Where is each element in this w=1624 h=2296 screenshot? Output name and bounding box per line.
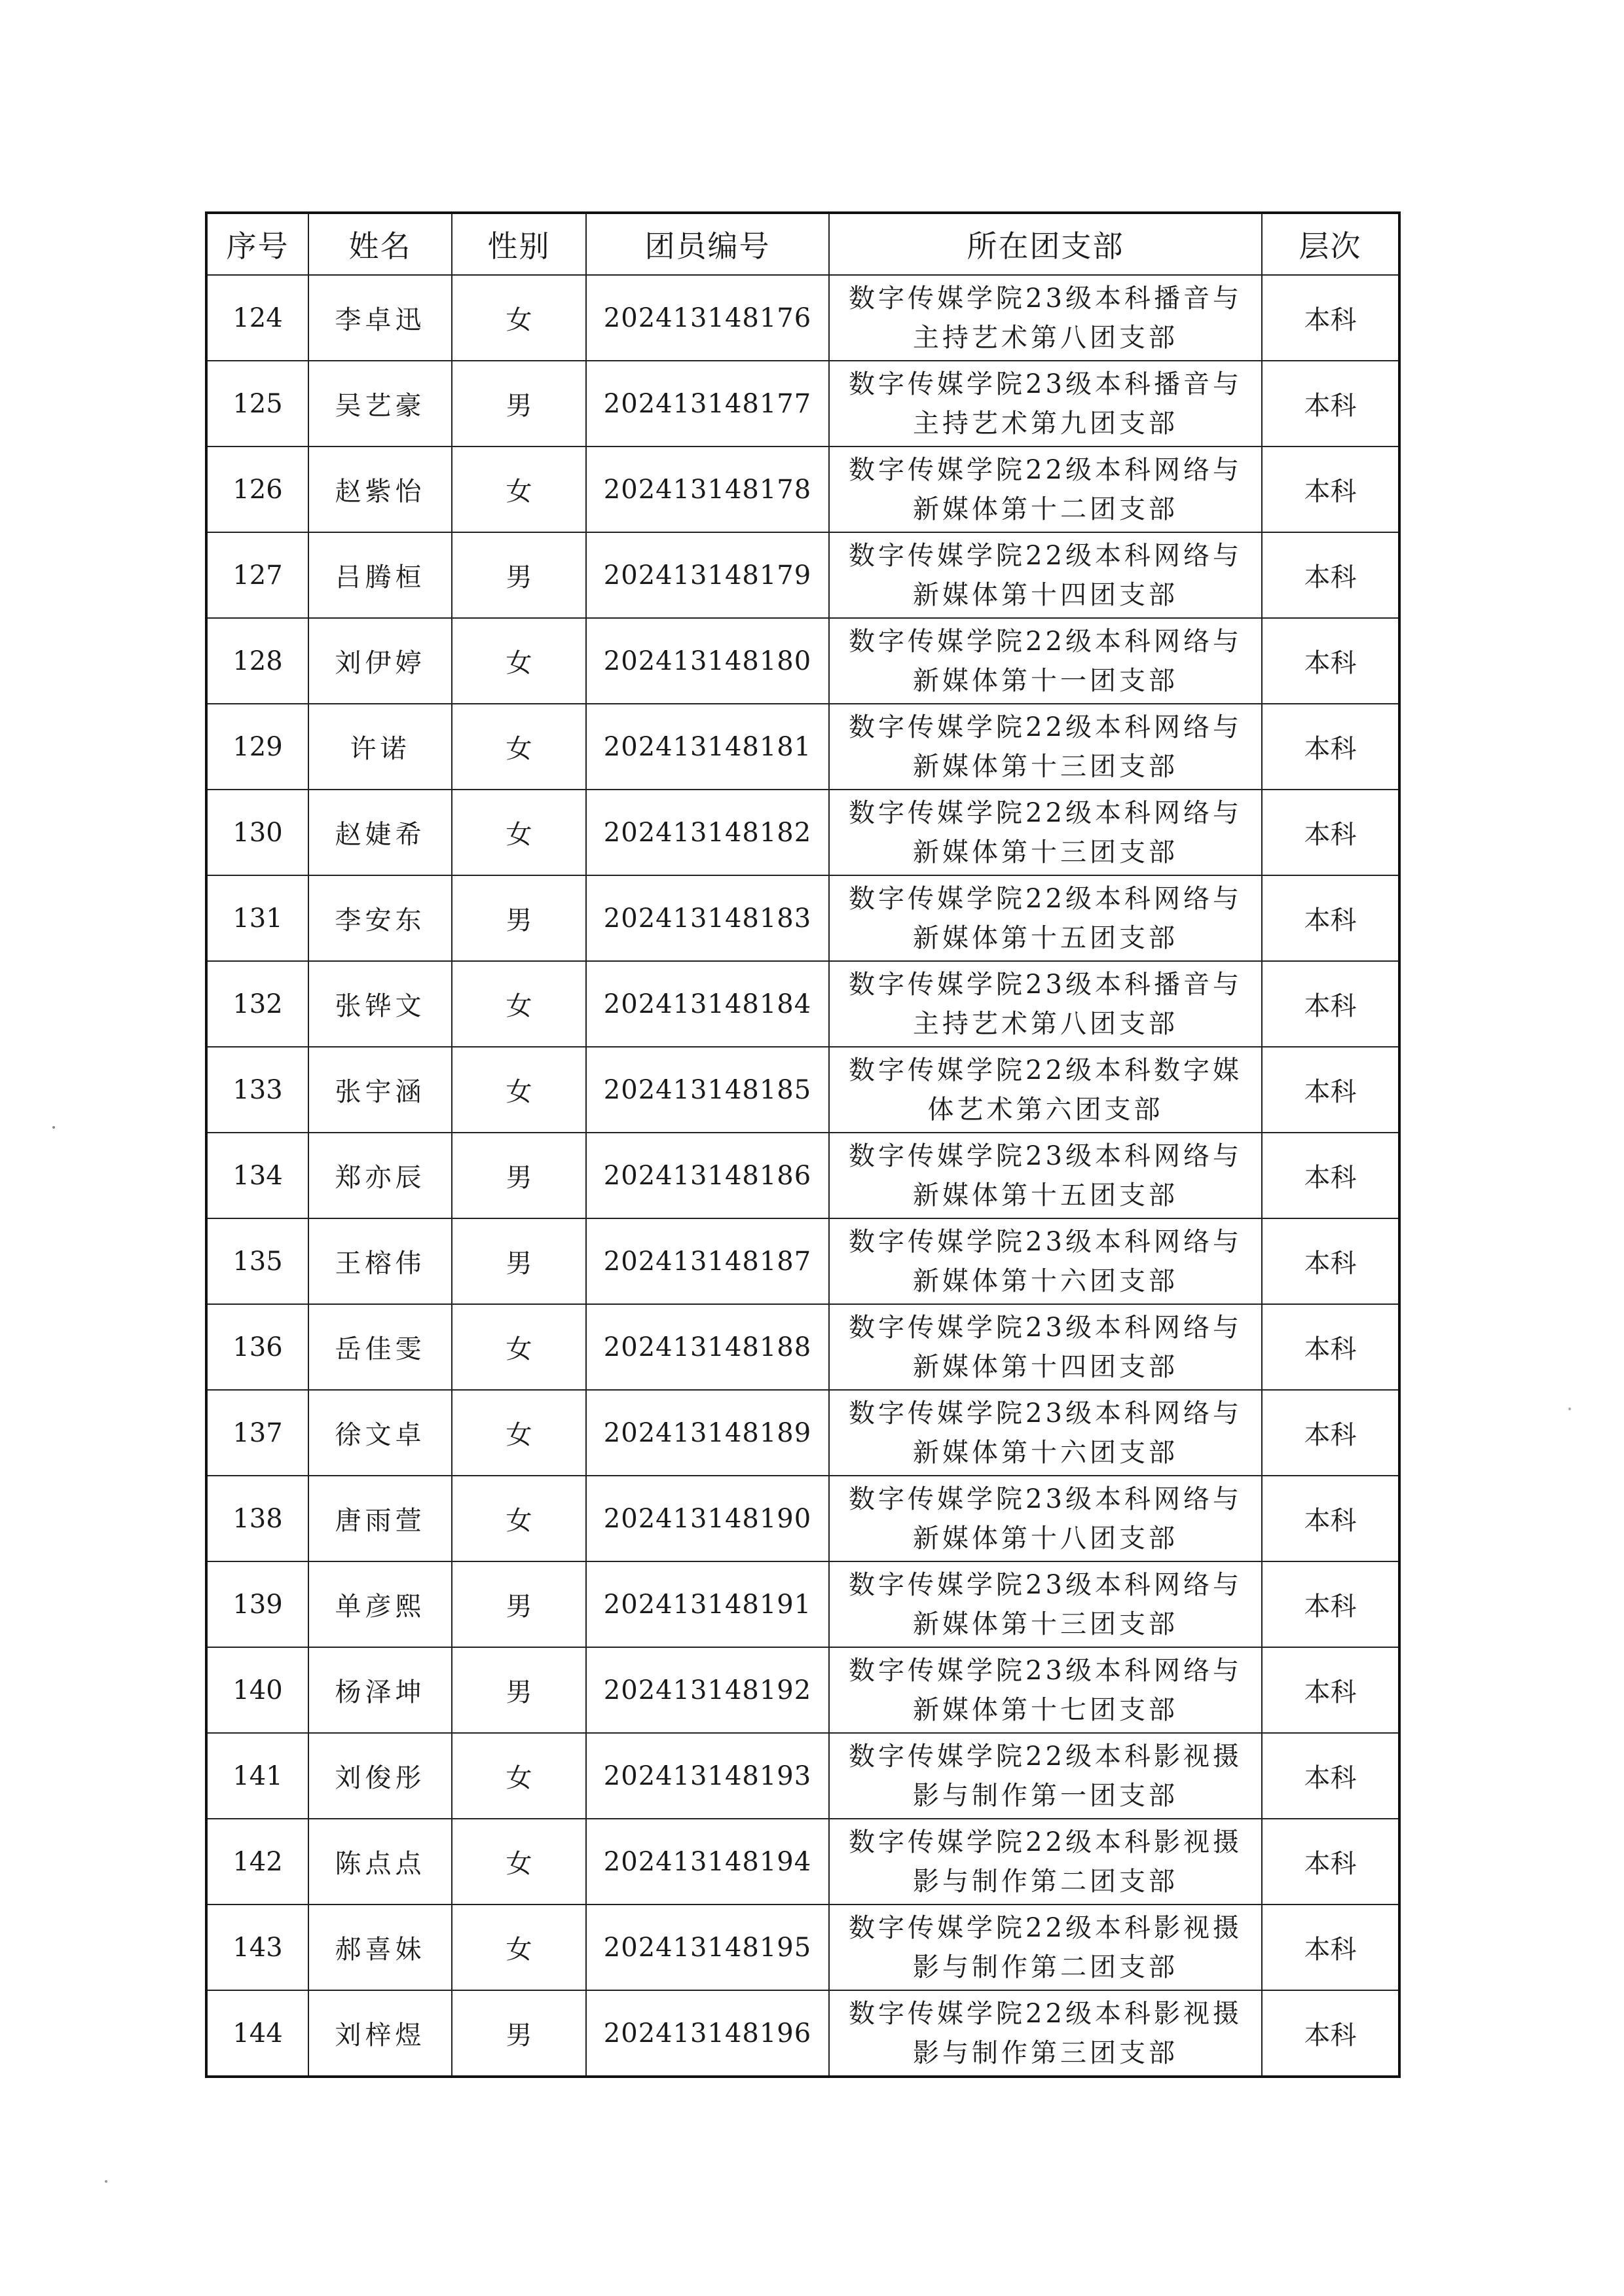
cell-branch: 数字传媒学院22级本科影视摄影与制作第三团支部 <box>829 1990 1262 2077</box>
cell-member-id: 202413148191 <box>586 1561 829 1647</box>
cell-name: 岳佳雯 <box>308 1304 452 1390</box>
cell-branch: 数字传媒学院22级本科网络与新媒体第十二团支部 <box>829 446 1262 532</box>
cell-name: 郑亦辰 <box>308 1133 452 1218</box>
cell-no: 144 <box>206 1990 308 2077</box>
cell-gender: 女 <box>452 1733 586 1819</box>
cell-no: 137 <box>206 1390 308 1476</box>
cell-no: 133 <box>206 1047 308 1133</box>
cell-name: 刘俊彤 <box>308 1733 452 1819</box>
cell-branch: 数字传媒学院23级本科播音与主持艺术第九团支部 <box>829 361 1262 446</box>
cell-member-id: 202413148193 <box>586 1733 829 1819</box>
cell-member-id: 202413148178 <box>586 446 829 532</box>
cell-no: 128 <box>206 618 308 704</box>
table-row <box>206 1561 1399 1647</box>
cell-level: 本科 <box>1262 1304 1399 1390</box>
cell-member-id: 202413148189 <box>586 1390 829 1476</box>
cell-no: 130 <box>206 790 308 875</box>
cell-branch: 数字传媒学院23级本科网络与新媒体第十四团支部 <box>829 1304 1262 1390</box>
cell-member-id: 202413148181 <box>586 704 829 790</box>
cell-name: 吕腾桓 <box>308 532 452 618</box>
cell-branch: 数字传媒学院23级本科网络与新媒体第十七团支部 <box>829 1647 1262 1733</box>
cell-branch: 数字传媒学院22级本科数字媒体艺术第六团支部 <box>829 1047 1262 1133</box>
cell-level: 本科 <box>1262 1390 1399 1476</box>
cell-gender: 女 <box>452 790 586 875</box>
table-row <box>206 1304 1399 1390</box>
cell-name: 徐文卓 <box>308 1390 452 1476</box>
cell-branch: 数字传媒学院22级本科网络与新媒体第十四团支部 <box>829 532 1262 618</box>
scan-speck <box>52 1126 55 1129</box>
cell-level: 本科 <box>1262 961 1399 1047</box>
cell-name: 陈点点 <box>308 1819 452 1904</box>
cell-gender: 女 <box>452 275 586 361</box>
table-row <box>206 1133 1399 1218</box>
cell-branch: 数字传媒学院22级本科影视摄影与制作第一团支部 <box>829 1733 1262 1819</box>
cell-member-id: 202413148187 <box>586 1218 829 1304</box>
cell-level: 本科 <box>1262 1733 1399 1819</box>
table-row <box>206 532 1399 618</box>
table-row <box>206 618 1399 704</box>
table-row <box>206 875 1399 961</box>
cell-no: 134 <box>206 1133 308 1218</box>
cell-name: 刘伊婷 <box>308 618 452 704</box>
cell-level: 本科 <box>1262 790 1399 875</box>
cell-level: 本科 <box>1262 1819 1399 1904</box>
cell-branch: 数字传媒学院23级本科播音与主持艺术第八团支部 <box>829 961 1262 1047</box>
cell-member-id: 202413148176 <box>586 275 829 361</box>
cell-member-id: 202413148179 <box>586 532 829 618</box>
cell-gender: 男 <box>452 1218 586 1304</box>
cell-level: 本科 <box>1262 532 1399 618</box>
cell-name: 赵紫怡 <box>308 446 452 532</box>
cell-no: 139 <box>206 1561 308 1647</box>
cell-branch: 数字传媒学院22级本科网络与新媒体第十三团支部 <box>829 704 1262 790</box>
table-row <box>206 275 1399 361</box>
cell-branch: 数字传媒学院23级本科网络与新媒体第十六团支部 <box>829 1390 1262 1476</box>
table-row <box>206 1904 1399 1990</box>
table-row <box>206 1390 1399 1476</box>
cell-branch: 数字传媒学院22级本科影视摄影与制作第二团支部 <box>829 1819 1262 1904</box>
cell-level: 本科 <box>1262 1047 1399 1133</box>
member-roster-table <box>205 211 1401 2078</box>
cell-level: 本科 <box>1262 1561 1399 1647</box>
cell-gender: 女 <box>452 704 586 790</box>
cell-no: 124 <box>206 275 308 361</box>
cell-level: 本科 <box>1262 1904 1399 1990</box>
cell-no: 143 <box>206 1904 308 1990</box>
table-row <box>206 1647 1399 1733</box>
cell-member-id: 202413148194 <box>586 1819 829 1904</box>
cell-member-id: 202413148182 <box>586 790 829 875</box>
cell-name: 李安东 <box>308 875 452 961</box>
cell-branch: 数字传媒学院23级本科网络与新媒体第十三团支部 <box>829 1561 1262 1647</box>
cell-member-id: 202413148184 <box>586 961 829 1047</box>
header-name: 姓名 <box>308 213 452 275</box>
cell-gender: 男 <box>452 1561 586 1647</box>
table-row <box>206 1819 1399 1904</box>
cell-member-id: 202413148185 <box>586 1047 829 1133</box>
table-row <box>206 1218 1399 1304</box>
cell-branch: 数字传媒学院22级本科网络与新媒体第十五团支部 <box>829 875 1262 961</box>
scan-speck <box>105 2180 107 2183</box>
cell-gender: 女 <box>452 1047 586 1133</box>
cell-branch: 数字传媒学院22级本科网络与新媒体第十一团支部 <box>829 618 1262 704</box>
cell-member-id: 202413148196 <box>586 1990 829 2077</box>
cell-name: 单彦熙 <box>308 1561 452 1647</box>
cell-level: 本科 <box>1262 1476 1399 1561</box>
cell-gender: 女 <box>452 446 586 532</box>
table-row <box>206 361 1399 446</box>
cell-name: 赵婕希 <box>308 790 452 875</box>
cell-no: 129 <box>206 704 308 790</box>
header-no: 序号 <box>206 213 308 275</box>
cell-name: 王榕伟 <box>308 1218 452 1304</box>
table-row <box>206 790 1399 875</box>
cell-branch: 数字传媒学院22级本科影视摄影与制作第二团支部 <box>829 1904 1262 1990</box>
table-row <box>206 446 1399 532</box>
cell-no: 131 <box>206 875 308 961</box>
cell-gender: 男 <box>452 1990 586 2077</box>
cell-branch: 数字传媒学院23级本科网络与新媒体第十六团支部 <box>829 1218 1262 1304</box>
cell-member-id: 202413148180 <box>586 618 829 704</box>
cell-gender: 女 <box>452 1904 586 1990</box>
scan-speck <box>1568 1408 1571 1410</box>
cell-member-id: 202413148188 <box>586 1304 829 1390</box>
cell-no: 132 <box>206 961 308 1047</box>
cell-name: 唐雨萱 <box>308 1476 452 1561</box>
cell-name: 李卓迅 <box>308 275 452 361</box>
cell-level: 本科 <box>1262 1218 1399 1304</box>
cell-no: 141 <box>206 1733 308 1819</box>
cell-no: 135 <box>206 1218 308 1304</box>
cell-gender: 男 <box>452 361 586 446</box>
cell-member-id: 202413148186 <box>586 1133 829 1218</box>
cell-level: 本科 <box>1262 1133 1399 1218</box>
cell-level: 本科 <box>1262 1647 1399 1733</box>
table-row <box>206 1990 1399 2077</box>
cell-level: 本科 <box>1262 361 1399 446</box>
cell-level: 本科 <box>1262 446 1399 532</box>
header-member-id: 团员编号 <box>586 213 829 275</box>
cell-member-id: 202413148195 <box>586 1904 829 1990</box>
header-row <box>206 213 1399 275</box>
cell-name: 张铧文 <box>308 961 452 1047</box>
cell-no: 140 <box>206 1647 308 1733</box>
cell-no: 142 <box>206 1819 308 1904</box>
cell-gender: 男 <box>452 1133 586 1218</box>
cell-branch: 数字传媒学院23级本科网络与新媒体第十五团支部 <box>829 1133 1262 1218</box>
cell-level: 本科 <box>1262 275 1399 361</box>
cell-level: 本科 <box>1262 704 1399 790</box>
cell-gender: 女 <box>452 618 586 704</box>
cell-no: 127 <box>206 532 308 618</box>
header-gender: 性别 <box>452 213 586 275</box>
cell-branch: 数字传媒学院22级本科网络与新媒体第十三团支部 <box>829 790 1262 875</box>
cell-branch: 数字传媒学院23级本科网络与新媒体第十八团支部 <box>829 1476 1262 1561</box>
cell-gender: 女 <box>452 1390 586 1476</box>
cell-gender: 女 <box>452 1304 586 1390</box>
cell-gender: 男 <box>452 532 586 618</box>
cell-name: 张宇涵 <box>308 1047 452 1133</box>
cell-level: 本科 <box>1262 618 1399 704</box>
cell-gender: 女 <box>452 961 586 1047</box>
cell-no: 136 <box>206 1304 308 1390</box>
cell-level: 本科 <box>1262 875 1399 961</box>
cell-member-id: 202413148192 <box>586 1647 829 1733</box>
table-row <box>206 961 1399 1047</box>
cell-member-id: 202413148183 <box>586 875 829 961</box>
cell-gender: 女 <box>452 1819 586 1904</box>
header-level: 层次 <box>1262 213 1399 275</box>
cell-member-id: 202413148177 <box>586 361 829 446</box>
cell-no: 138 <box>206 1476 308 1561</box>
cell-level: 本科 <box>1262 1990 1399 2077</box>
cell-no: 126 <box>206 446 308 532</box>
cell-branch: 数字传媒学院23级本科播音与主持艺术第八团支部 <box>829 275 1262 361</box>
cell-gender: 男 <box>452 1647 586 1733</box>
header-branch: 所在团支部 <box>829 213 1262 275</box>
cell-gender: 男 <box>452 875 586 961</box>
table-row <box>206 1476 1399 1561</box>
cell-name: 刘梓煜 <box>308 1990 452 2077</box>
table-row <box>206 704 1399 790</box>
cell-name: 杨泽坤 <box>308 1647 452 1733</box>
table-row <box>206 1733 1399 1819</box>
cell-name: 吴艺豪 <box>308 361 452 446</box>
cell-name: 郝喜妹 <box>308 1904 452 1990</box>
table-row <box>206 1047 1399 1133</box>
cell-member-id: 202413148190 <box>586 1476 829 1561</box>
cell-no: 125 <box>206 361 308 446</box>
cell-gender: 女 <box>452 1476 586 1561</box>
cell-name: 许诺 <box>308 704 452 790</box>
